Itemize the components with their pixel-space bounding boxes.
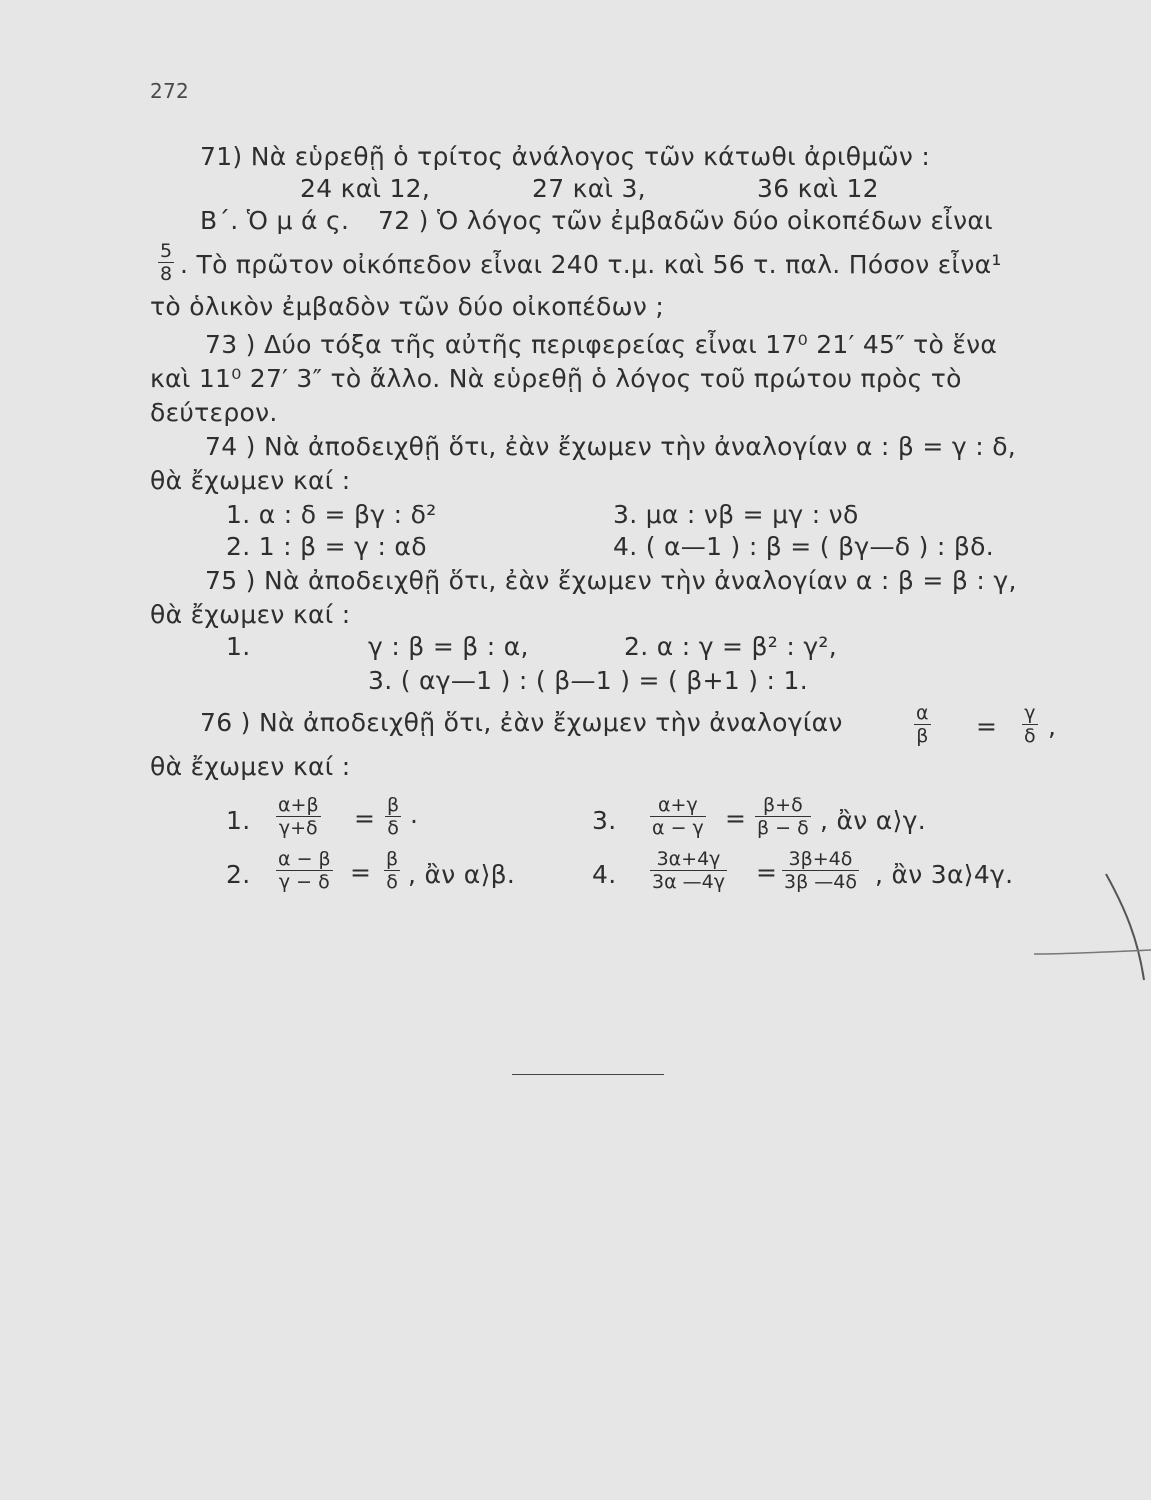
fraction-denominator: 3β —4δ — [784, 871, 857, 893]
fraction-numerator: 5 — [160, 240, 173, 262]
exercise-73-line-1: 73 ) Δύο τόξα τῆς αὐτῆς περιφερείας εἶναι 17⁰ 21′ 45″ τὸ ἕνα — [205, 330, 998, 359]
exercise-76-item-1-right-fraction — [385, 794, 401, 839]
fraction-denominator: β − δ — [757, 817, 809, 839]
exercise-73-line-3: δεύτερον. — [150, 398, 278, 427]
given-equals: = — [976, 712, 998, 741]
fraction-denominator: γ+δ — [278, 817, 318, 839]
exercise-74-item-1: 1. α : δ = βγ : δ² — [226, 500, 437, 529]
exercise-74-line-1: 74 ) Νὰ ἀποδειχθῇ ὅτι, ἐὰν ἔχωμεν τὴν ἀναλογίαν α : β = γ : δ, — [205, 432, 1017, 461]
fraction-denominator: δ — [386, 871, 398, 893]
exercise-75-item-2: 2. α : γ = β² : γ², — [624, 632, 837, 661]
exercise-74-line-2: θὰ ἔχωμεν καί : — [150, 466, 351, 495]
exercise-75-item-3: 3. ( αγ—1 ) : ( β—1 ) = ( β+1 ) : 1. — [368, 666, 808, 695]
exercise-76-item-2-number: 2. — [226, 860, 251, 889]
fraction-numerator: β — [386, 848, 399, 870]
exercise-76-item-4-left-fraction — [650, 848, 727, 893]
exercise-72-line-1: 72 ) Ὁ λόγος τῶν ἐμβαδῶν δύο οἰκοπέδων εἶναι — [378, 206, 993, 235]
equals-sign: = — [350, 858, 372, 887]
exercise-75-line-2: θὰ ἔχωμεν καί : — [150, 600, 351, 629]
pencil-margin-mark — [1026, 870, 1151, 990]
fraction-numerator: α − β — [278, 848, 331, 870]
fraction-numerator: 3β+4δ — [782, 848, 859, 871]
fraction-numerator: 3α+4γ — [650, 848, 727, 871]
fraction-denominator: δ — [387, 817, 399, 839]
exercise-71-pair-3: 36 καὶ 12 — [757, 174, 879, 203]
exercise-76-item-2-left-fraction — [276, 848, 333, 893]
given-comma: , — [1048, 712, 1057, 741]
exercise-76-item-3-right-fraction — [755, 794, 811, 839]
exercise-76-line-2: θὰ ἔχωμεν καί : — [150, 752, 351, 781]
condition: , ἂν α⟩γ. — [820, 806, 926, 835]
exercise-75-line-1: 75 ) Νὰ ἀποδειχθῇ ὅτι, ἐὰν ἔχωμεν τὴν ἀναλογίαν α : β = β : γ, — [205, 566, 1017, 595]
exercise-72-line-2: . Τὸ πρῶτον οἰκόπεδον εἶναι 240 τ.μ. καὶ 56 τ. παλ. Πόσον εἶνα¹ — [180, 250, 1002, 279]
fraction-denominator: β — [916, 725, 929, 747]
fraction-numerator: γ — [1022, 702, 1038, 725]
equals-sign: = — [354, 804, 376, 833]
fraction-numerator: α — [916, 702, 929, 724]
exercise-74-item-2: 2. 1 : β = γ : αδ — [226, 532, 427, 561]
fraction-denominator: 3α —4γ — [652, 871, 725, 893]
exercise-75-item-1: γ : β = β : α, — [368, 632, 529, 661]
exercise-72-line-3: τὸ ὁλικὸν ἐμβαδὸν τῶν δύο οἰκοπέδων ; — [150, 292, 665, 321]
exercise-74-item-4: 4. ( α—1 ) : β = ( βγ—δ ) : βδ. — [613, 532, 994, 561]
fraction-denominator: α − γ — [652, 817, 704, 839]
section-heading: Β΄. Ὁ μ ά ς. — [200, 206, 350, 235]
fraction-numerator: α+β — [278, 794, 319, 816]
exercise-71-pair-1: 24 καὶ 12, — [300, 174, 431, 203]
exercise-76-item-3-left-fraction — [650, 794, 706, 839]
fraction-five-eighths — [158, 240, 174, 285]
fraction-denominator: δ — [1024, 725, 1036, 747]
condition: , ἂν α⟩β. — [408, 860, 516, 889]
period: . — [410, 800, 419, 829]
fraction-numerator: β — [387, 794, 400, 816]
equals-sign: = — [725, 804, 747, 833]
equals-sign: = — [756, 858, 778, 887]
exercise-73-line-2: καὶ 11⁰ 27′ 3″ τὸ ἄλλο. Νὰ εὑρεθῇ ὁ λόγος τοῦ πρώτου πρὸς τὸ — [150, 364, 962, 393]
page-number: 272 — [150, 79, 190, 103]
exercise-76-item-2-right-fraction — [384, 848, 400, 893]
fraction-denominator: γ − δ — [278, 871, 330, 893]
exercise-76-item-3-number: 3. — [592, 806, 617, 835]
exercise-76-item-4-right-fraction — [782, 848, 859, 893]
given-ratio-left — [914, 702, 931, 747]
exercise-74-item-3: 3. μα : νβ = μγ : νδ — [613, 500, 859, 529]
exercise-71-pair-2: 27 καὶ 3, — [532, 174, 646, 203]
exercise-75-item-1-number: 1. — [226, 632, 251, 661]
exercise-76-item-4-number: 4. — [592, 860, 617, 889]
fraction-numerator: β+δ — [755, 794, 811, 817]
given-ratio-right — [1022, 702, 1038, 747]
end-of-page-rule — [512, 1074, 664, 1075]
exercise-76-item-1-number: 1. — [226, 806, 251, 835]
fraction-numerator: α+γ — [650, 794, 706, 817]
condition: , ἂν 3α⟩4γ. — [875, 860, 1014, 889]
exercise-76-line-1: 76 ) Νὰ ἀποδειχθῇ ὅτι, ἐὰν ἔχωμεν τὴν ἀναλογίαν — [200, 708, 843, 737]
exercise-76-item-1-left-fraction — [276, 794, 321, 839]
fraction-denominator: 8 — [160, 263, 173, 285]
exercise-71-text: 71) Νὰ εὑρεθῇ ὁ τρίτος ἀνάλογος τῶν κάτωθι ἀριθμῶν : — [200, 142, 931, 171]
